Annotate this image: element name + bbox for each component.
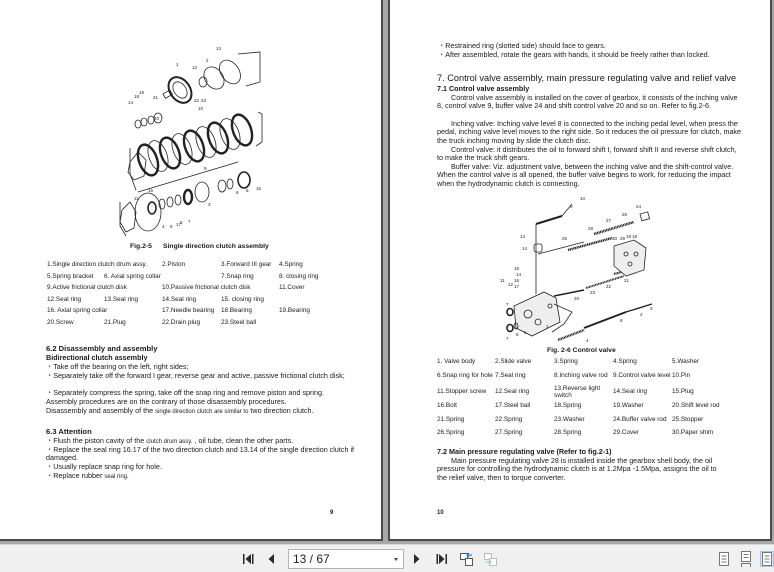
single-page-view-button[interactable]	[716, 551, 732, 567]
table-cell: 15.Plug	[672, 388, 694, 395]
dropdown-arrow-icon[interactable]	[394, 558, 398, 561]
table-cell: 10.Pin	[672, 372, 691, 379]
svg-text:19: 19	[139, 90, 145, 95]
svg-text:6: 6	[246, 188, 249, 193]
table-cell: 6.Snap ring for hole	[437, 372, 493, 379]
table-cell: 18.Spring	[554, 401, 582, 409]
svg-text:20: 20	[574, 296, 580, 301]
svg-text:4: 4	[586, 338, 589, 343]
svg-text:23: 23	[201, 98, 207, 103]
table-row	[437, 427, 737, 439]
text-run: seal ring.	[104, 474, 129, 480]
last-page-icon	[434, 552, 448, 566]
table-cell: 28.Spring	[554, 429, 582, 437]
bullet: ・Usually replace snap ring for hole.	[46, 462, 162, 471]
svg-text:27: 27	[606, 218, 612, 223]
table-row	[437, 411, 737, 427]
text-run: Disassembly and assembly of the	[46, 406, 156, 415]
svg-text:24: 24	[636, 204, 642, 209]
svg-text:6: 6	[516, 332, 519, 337]
svg-text:25: 25	[562, 236, 568, 241]
svg-text:20: 20	[154, 116, 160, 121]
svg-text:15: 15	[148, 188, 154, 193]
svg-text:16: 16	[256, 186, 262, 191]
table-cell: 14.Seal ring	[162, 295, 197, 303]
table-cell: 12.Seal ring	[495, 388, 530, 395]
page-number: 9	[330, 510, 334, 516]
table-row	[47, 294, 329, 306]
table-cell: 16.Bolt	[437, 401, 457, 409]
svg-text:10: 10	[198, 106, 204, 111]
table-cell: 20.Shift level rod	[672, 401, 720, 409]
control-valve-figure	[494, 194, 659, 344]
section-7-heading: 7. Control valve assembly, main pressure regulating valve and relief valve	[437, 73, 737, 83]
svg-text:14: 14	[128, 100, 134, 105]
svg-text:4: 4	[162, 224, 165, 229]
table-cell: 10.Passive frictional clutch disk	[162, 284, 251, 292]
next-page-button[interactable]	[410, 551, 424, 567]
table-cell: 13.Seal ring	[104, 295, 139, 303]
table-cell: 2.Piston	[162, 261, 186, 269]
text-run: , oil tube, clean the other parts.	[192, 436, 294, 445]
table-cell: 1.Single direction clutch drum assy.	[47, 261, 148, 269]
svg-text:22: 22	[194, 98, 200, 103]
previous-view-button[interactable]	[458, 551, 476, 567]
svg-text:6: 6	[180, 220, 183, 225]
text-run: clutch drum assy.	[146, 439, 193, 445]
table-cell: 3.Spring	[554, 358, 578, 366]
svg-text:8: 8	[236, 190, 239, 195]
page-9	[0, 0, 383, 541]
navigation-toolbar	[0, 544, 774, 572]
table-cell	[279, 294, 329, 306]
next-page-icon	[412, 552, 422, 566]
table-cell: 7.Seal ring	[495, 372, 526, 379]
table-row	[47, 271, 329, 283]
table-cell: 8. closing ring	[279, 272, 319, 280]
section-6-3-heading: 6.3 Attention	[46, 427, 92, 436]
section-6-2-subheading: Bidirectional clutch assembly	[46, 353, 148, 362]
first-page-icon	[242, 552, 256, 566]
svg-text:21: 21	[624, 278, 630, 283]
table-cell: 25.Stopper	[672, 415, 704, 423]
prev-page-button[interactable]	[264, 551, 278, 567]
svg-text:12: 12	[192, 65, 198, 70]
bullet: ・Separately take off the forward I gear, reverse gear and active, passive frictional clutch disk;	[46, 371, 345, 380]
table-cell	[279, 317, 329, 329]
table-cell: 21.Spring	[437, 415, 465, 423]
page-number-field[interactable]	[288, 549, 404, 569]
table-cell: 13.Reverse light switch	[554, 384, 601, 399]
svg-text:12: 12	[508, 282, 514, 287]
table-cell: 16. Axial spring collar	[47, 307, 108, 315]
svg-text:16: 16	[514, 278, 520, 283]
svg-text:2: 2	[640, 312, 643, 317]
svg-text:9: 9	[570, 204, 573, 209]
section-7-2-heading: 7.2 Main pressure regulating valve (Refer to fig.2-1)	[437, 447, 612, 456]
svg-text:23: 23	[590, 290, 596, 295]
table-cell: 21.Plug	[104, 318, 126, 326]
svg-text:17: 17	[176, 222, 182, 227]
text-run: ・Flush the piston cavity of the	[46, 436, 147, 445]
svg-text:7: 7	[506, 336, 509, 341]
last-page-button[interactable]	[432, 551, 450, 567]
paragraph: Inching valve: Inching valve level 8 is connected to the inching pedal level, when press the pedal, inching valve level moves to the right side. So it reduces the oil pressure for clutch, make the truck inching moving by slide the clutch disc.	[437, 119, 742, 145]
table-cell: 20.Screw	[47, 318, 74, 326]
svg-text:5: 5	[524, 330, 527, 335]
table-cell: 27.Spring	[495, 429, 523, 437]
parts-table-fig-2-5	[47, 259, 329, 328]
prev-page-icon	[266, 552, 276, 566]
paragraph: Buffer valve: Viz. adjustment valve, between the inching valve and the shift-control valve. When the control valve is all opened, the buffer valve begins to work, for reducing the impact when the hydrodynamic clutch is connecting.	[437, 162, 734, 188]
table-cell: 11.Stopper screw	[437, 388, 487, 395]
svg-text:26: 26	[622, 212, 628, 217]
table-row	[47, 317, 329, 329]
svg-text:8: 8	[620, 318, 623, 323]
table-cell: 9.Control valve level	[613, 372, 671, 379]
table-cell: 23.Washer	[554, 415, 585, 423]
table-cell: 2.Slide valve	[495, 358, 532, 366]
table-cell: 17.Needle bearing	[162, 307, 215, 315]
svg-text:9: 9	[204, 166, 207, 171]
svg-text:14: 14	[522, 246, 528, 251]
bullet	[46, 472, 129, 481]
svg-text:30: 30	[612, 236, 618, 241]
table-cell: 5.Washer	[672, 358, 700, 366]
table-cell: 12.Seal ring	[47, 295, 82, 303]
svg-text:13: 13	[520, 234, 526, 239]
table-cell: 1. Valve body	[437, 358, 476, 366]
table-cell: 15. closing ring	[221, 295, 264, 303]
figure-caption-title: Single direction clutch assembly	[163, 243, 269, 250]
bullet: ・Restrained ring (slotted side) should face to gears.	[438, 41, 606, 50]
bullet: ・Replace the seal ring 16.17 of the two direction clutch and 13.14 of the single direction clutch if damaged.	[46, 445, 355, 463]
table-cell: 19.Bearing	[279, 307, 310, 315]
bullet: ・Separately compress the spring, take off the snap ring and remove piston and spring.	[46, 388, 324, 397]
svg-text:10: 10	[580, 196, 586, 201]
page-number-value: 13 / 67	[293, 552, 330, 566]
svg-text:17: 17	[514, 284, 520, 289]
paragraph: Control valve: it distributes the oil to forward shift I, forward shift II and reverse shift clutch, to make the truck shift gears.	[437, 145, 737, 163]
svg-text:21: 21	[153, 95, 159, 100]
continuous-view-button[interactable]	[738, 551, 754, 567]
table-cell: 22.Drain plug	[162, 318, 201, 326]
table-cell: 6. Axial spring collar	[104, 272, 161, 280]
figure-caption-num: Fig.2-5	[130, 243, 152, 250]
section-6-2-heading: 6.2 Disassembly and assembly	[46, 344, 158, 353]
svg-text:18: 18	[632, 234, 638, 239]
table-cell: 18.Bearing	[221, 307, 252, 315]
table-cell: 11.Cover	[279, 284, 305, 292]
text-run: two direction clutch.	[248, 406, 314, 415]
table-cell: 23.Steel ball	[221, 318, 257, 326]
table-cell: 14.Seal ring	[613, 388, 648, 395]
svg-text:22: 22	[606, 284, 612, 289]
paragraph: Assembly procedures are on the contrary of those disassembly procedures.	[46, 397, 287, 406]
table-cell: 26.Spring	[437, 429, 465, 437]
table-cell: 8.Inching valve rod	[554, 372, 608, 379]
single-page-icon	[718, 551, 730, 567]
table-row	[47, 259, 329, 271]
table-row	[437, 400, 737, 412]
svg-text:1: 1	[176, 62, 179, 67]
page-number: 10	[437, 510, 444, 516]
next-view-button[interactable]	[482, 551, 500, 567]
continuous-icon	[740, 551, 752, 567]
table-cell: 3.Forward III gear	[221, 261, 272, 269]
back-view-icon	[459, 551, 475, 567]
svg-text:28: 28	[588, 226, 594, 231]
table-cell: 5.Spring bracket	[47, 272, 94, 280]
first-page-button[interactable]	[240, 551, 258, 567]
table-cell: 4.Spring	[613, 358, 637, 366]
figure-caption: Fig. 2-6 Control valve	[547, 347, 616, 354]
text-run: single direction clutch are similar to	[155, 409, 249, 415]
svg-text:15: 15	[514, 266, 520, 271]
table-cell: 24.Buffer valve rod	[613, 415, 667, 423]
table-cell: 22.Spring	[495, 415, 523, 423]
svg-text:5: 5	[170, 224, 173, 229]
paragraph: Control valve assembly is installed on the cover of gearbox, it consists of the inching valve 8, control valve 9, buffer valve 24 and shift control valve 20 and so on. Refer to fig.2-6.	[437, 93, 738, 111]
svg-text:11: 11	[134, 196, 139, 201]
table-row	[437, 356, 737, 368]
svg-text:13: 13	[216, 46, 222, 51]
svg-text:1: 1	[546, 324, 549, 329]
svg-text:11: 11	[500, 278, 505, 283]
svg-text:7: 7	[506, 302, 509, 307]
clutch-assembly-figure	[118, 42, 268, 237]
svg-text:14: 14	[516, 272, 522, 277]
svg-text:3: 3	[650, 306, 653, 311]
table-row	[47, 305, 329, 317]
section-7-1-heading: 7.1 Control valve assembly	[437, 84, 530, 93]
parts-table-fig-2-6	[437, 356, 737, 439]
svg-text:7: 7	[188, 219, 191, 224]
table-cell: 30.Paper shim	[672, 429, 714, 437]
paragraph	[46, 407, 314, 416]
svg-text:3: 3	[208, 202, 211, 207]
table-cell: 9.Active frictional clutch disk	[47, 284, 127, 292]
table-cell: 17.Steel ball	[495, 401, 531, 409]
text-run: ・Replace rubber	[46, 471, 105, 480]
svg-text:2: 2	[206, 58, 209, 63]
svg-text:18: 18	[134, 94, 140, 99]
bullet: ・After assembled, rotate the gears with hands, it should be freely rather than locked.	[438, 50, 710, 59]
facing-view-button[interactable]	[760, 551, 774, 567]
bullet: ・Take off the bearing on the left, right sides;	[46, 362, 189, 371]
table-cell: 29.Cover	[613, 429, 639, 437]
table-cell: 7.Snap ring	[221, 272, 254, 280]
table-cell: 19.Washer	[613, 401, 644, 409]
facing-icon	[761, 551, 773, 567]
svg-text:29: 29	[620, 236, 626, 241]
page-10	[388, 0, 772, 541]
paragraph: Main pressure regulating valve 28 is installed inside the gearbox shell body, the oil pressure for controlling the hydrodynamic clutch is at 1.2Mpa -1.5Mpa, assigns the oil to the relief valve, then to torque converter.	[437, 456, 717, 482]
table-row	[437, 384, 737, 400]
table-row	[47, 282, 329, 294]
table-cell: 4.Spring	[279, 261, 303, 269]
table-row	[437, 368, 737, 384]
svg-text:19: 19	[626, 234, 632, 239]
forward-view-icon	[483, 551, 499, 567]
